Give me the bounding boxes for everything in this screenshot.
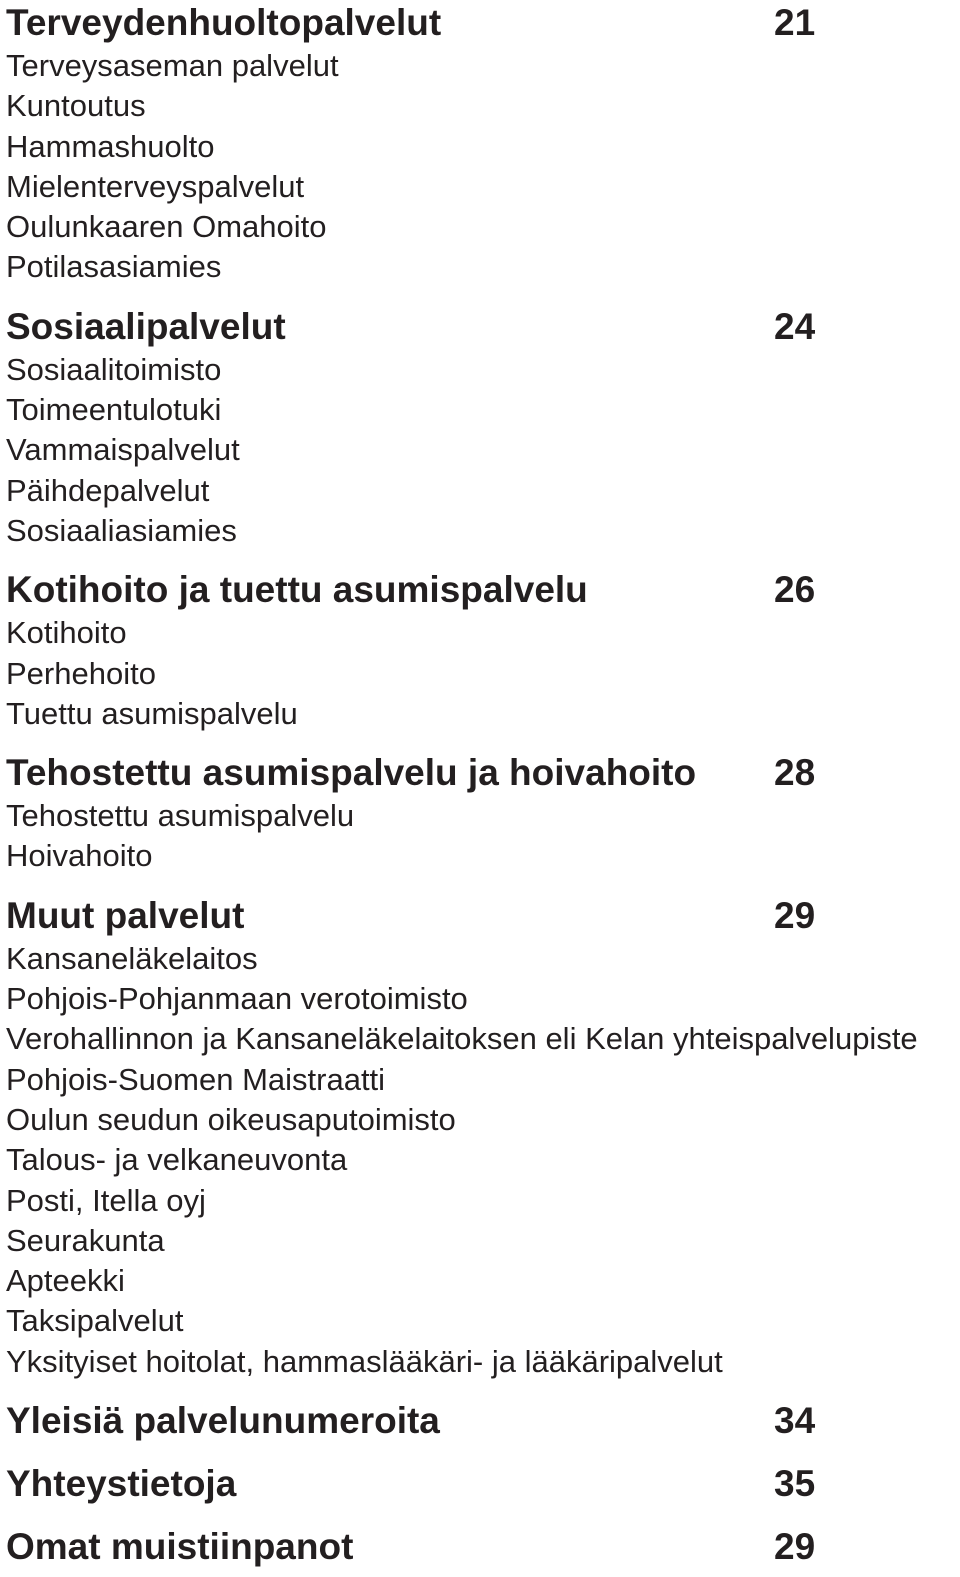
list-item: Päihdepalvelut (6, 472, 210, 508)
list-item: Toimeentulotuki (6, 392, 222, 428)
section-heading (6, 893, 956, 939)
list-item: Kotihoito (6, 615, 127, 651)
list-item: Kansaneläkelaitos (6, 940, 258, 976)
section-heading (6, 1524, 956, 1570)
section-title: Sosiaalipalvelut (6, 305, 286, 347)
toc-section-omat-muistiinpanot (6, 1524, 956, 1570)
list-item: Verohallinnon ja Kansaneläkelaitoksen eli Kelan yhteispalvelupiste (6, 1021, 918, 1057)
section-items (6, 350, 956, 551)
toc-section-sosiaalipalvelut (6, 304, 956, 551)
section-title: Kotihoito ja tuettu asumispalvelu (6, 569, 588, 611)
list-item: Sosiaalitoimisto (6, 351, 222, 387)
list-item: Mielenterveyspalvelut (6, 168, 305, 204)
list-item: Vammaispalvelut (6, 432, 240, 468)
section-items (6, 939, 956, 1382)
table-of-contents (6, 0, 956, 1570)
section-spacer (6, 877, 956, 893)
list-item: Perhehoito (6, 655, 156, 691)
list-item: Talous- ja velkaneuvonta (6, 1142, 348, 1178)
list-item: Kuntoutus (6, 88, 146, 124)
section-heading (6, 304, 956, 350)
section-page-number: 26 (774, 569, 816, 611)
section-page-number: 28 (774, 752, 816, 794)
section-spacer (6, 1444, 956, 1461)
section-heading (6, 0, 956, 46)
section-heading (6, 1398, 956, 1444)
list-item: Pohjois-Pohjanmaan verotoimisto (6, 981, 468, 1017)
section-heading (6, 1461, 956, 1507)
list-item: Potilasasiamies (6, 249, 222, 285)
toc-section-kotihoito (6, 567, 956, 734)
section-spacer (6, 288, 956, 304)
section-title: Omat muistiinpanot (6, 1526, 354, 1568)
section-spacer (6, 1382, 956, 1398)
list-item: Posti, Itella oyj (6, 1182, 206, 1218)
section-title: Tehostettu asumispalvelu ja hoivahoito (6, 752, 697, 794)
list-item: Seurakunta (6, 1222, 165, 1258)
list-item: Tehostettu asumispalvelu (6, 798, 355, 834)
list-item: Apteekki (6, 1263, 125, 1299)
section-spacer (6, 734, 956, 750)
list-item: Tuettu asumispalvelu (6, 695, 298, 731)
section-items (6, 46, 956, 288)
list-item: Hoivahoito (6, 838, 153, 874)
section-items (6, 613, 956, 734)
list-item: Taksipalvelut (6, 1303, 184, 1339)
list-item: Hammashuolto (6, 128, 215, 164)
section-page-number: 29 (774, 894, 816, 936)
section-page-number: 29 (774, 1526, 816, 1568)
list-item: Pohjois-Suomen Maistraatti (6, 1061, 386, 1097)
section-title: Muut palvelut (6, 894, 245, 936)
toc-section-tehostettu (6, 750, 956, 877)
section-spacer (6, 551, 956, 567)
section-page-number: 35 (774, 1463, 816, 1505)
section-page-number: 34 (774, 1400, 816, 1442)
section-title: Yhteystietoja (6, 1463, 237, 1505)
section-heading (6, 567, 956, 613)
section-page-number: 21 (774, 2, 816, 43)
section-title: Terveydenhuoltopalvelut (6, 2, 442, 43)
toc-section-yleisia-palvelunumeroita (6, 1398, 956, 1444)
list-item: Oulunkaaren Omahoito (6, 209, 327, 245)
section-title: Yleisiä palvelunumeroita (6, 1400, 440, 1442)
list-item: Yksityiset hoitolat, hammaslääkäri- ja lääkäripalvelut (6, 1343, 723, 1379)
list-item: Oulun seudun oikeusaputoimisto (6, 1101, 456, 1137)
section-page-number: 24 (774, 305, 816, 347)
section-spacer (6, 1507, 956, 1524)
list-item: Terveysaseman palvelut (6, 48, 339, 83)
toc-section-terveydenhuoltopalvelut (6, 0, 956, 288)
toc-section-yhteystietoja (6, 1461, 956, 1507)
toc-section-muut-palvelut (6, 893, 956, 1382)
section-heading (6, 750, 956, 796)
list-item: Sosiaaliasiamies (6, 512, 237, 548)
section-items (6, 796, 956, 877)
